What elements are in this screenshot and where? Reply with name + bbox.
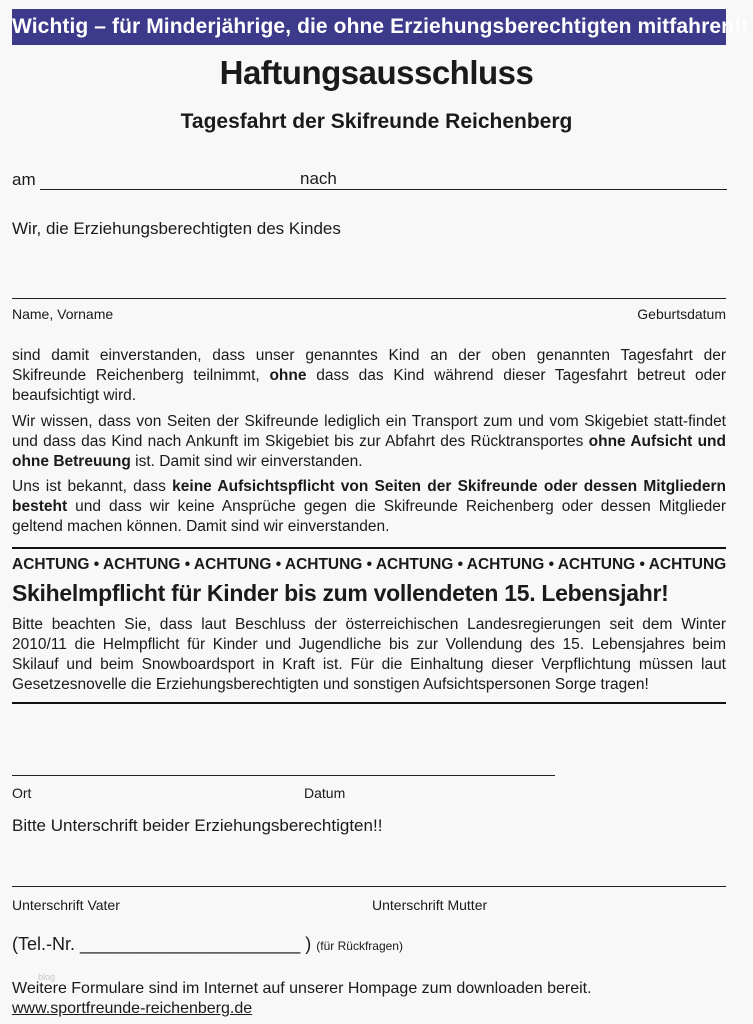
phone-label: (Tel.-Nr. xyxy=(12,934,81,954)
father-signature-label: Unterschrift Vater xyxy=(12,897,120,913)
mother-signature-label: Unterschrift Mutter xyxy=(372,897,488,913)
paragraph-transport: Wir wissen, dass von Seiten der Skifreunde lediglich ein Transport zum und vom Skigebiet statt-findet und dass das Kind nach Ankunft im Skigebiet bis zur Abfahrt des Rücktransportes ohne Aufsicht und ohne Betreuung ist. Damit sind wir einverstanden. xyxy=(12,413,726,470)
birthdate-label: Geburtsdatum xyxy=(637,306,726,322)
helmet-paragraph: Bitte beachten Sie, dass laut Beschluss der österreichischen Landesregierungen seit dem Winter 2010/11 die Helmpflicht für Kinder und Jugendliche bis zur Vollendung des 15. Lebensjahres beim Skilauf und beim Snowboardsport in Kraft ist. Für die Einhaltung dieser Verpflichtung müssen laut Gesetzesnovelle die Erziehungsberechtigten und sonstigen Aufsichtspersonen Sorge tragen! xyxy=(12,616,726,693)
helmet-heading: Skihelmpflicht für Kinder bis zum vollendeten 15. Lebensjahr! xyxy=(12,580,669,606)
page-title: Haftungsausschluss xyxy=(219,54,534,91)
nach-label: nach xyxy=(300,169,337,188)
place-date-line[interactable] xyxy=(12,775,555,776)
page-subtitle: Tagesfahrt der Skifreunde Reichenberg xyxy=(180,110,573,133)
achtung-row: ACHTUNG • ACHTUNG • ACHTUNG • ACHTUNG • ACHTUNG • ACHTUNG • ACHTUNG • ACHTUNG xyxy=(12,556,727,573)
website-link[interactable]: www.sportfreunde-reichenberg.de xyxy=(12,1000,253,1017)
divider-bottom xyxy=(12,702,726,704)
datum-label: Datum xyxy=(304,785,346,801)
parents-intro: Wir, die Erziehungsberechtigten des Kindes xyxy=(12,219,341,238)
trip-line[interactable] xyxy=(40,189,727,190)
ort-label: Ort xyxy=(12,785,32,801)
warning-banner: Wichtig – für Minderjährige, die ohne Erziehungsberechtigten mitfahren!! xyxy=(12,9,726,45)
phone-row: (Tel.-Nr. ______________________ ) (für Rückfragen) xyxy=(12,934,403,954)
phone-note: (für Rückfragen) xyxy=(316,939,403,953)
child-name-line[interactable] xyxy=(12,298,726,299)
paragraph-liability: Uns ist bekannt, dass keine Aufsichtspflicht von Seiten der Skifreunde oder dessen Mitgliedern besteht und dass wir keine Ansprüche gegen die Skifreunde Reichenberg oder dessen Mitglieder geltend machen können. Damit sind wir einverstanden. xyxy=(12,478,726,535)
divider-top xyxy=(12,547,726,549)
name-label: Name, Vorname xyxy=(12,306,114,322)
signature-line[interactable] xyxy=(12,886,726,887)
footer-text: Weitere Formulare sind im Internet auf unserer Hompage zum downloaden bereit. xyxy=(12,980,592,997)
watermark-logo: blog xyxy=(38,972,56,982)
am-label: am xyxy=(12,170,36,189)
signature-request: Bitte Unterschrift beider Erziehungsberechtigten!! xyxy=(12,816,383,835)
phone-field[interactable]: ______________________ xyxy=(80,934,301,954)
paragraph-consent: sind damit einverstanden, dass unser genanntes Kind an der oben genannten Tagesfahrt der Skifreunde Reichenberg teilnimmt, ohne dass das Kind während dieser Tagesfahrt betreut oder beaufsichtigt wird. xyxy=(12,347,726,404)
